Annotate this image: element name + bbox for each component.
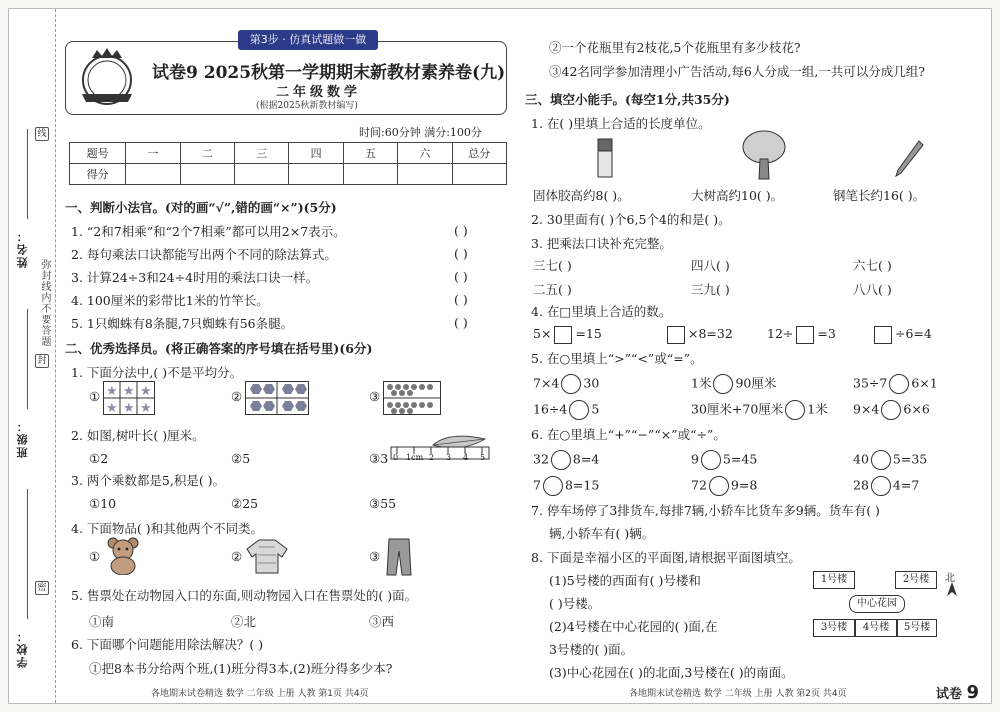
answer-box[interactable] [667, 326, 685, 344]
ruler-tick-label: 5 [480, 453, 486, 462]
expr-part: 5 [591, 401, 600, 417]
table-cell: 得分 [70, 164, 126, 185]
expr-part: 6×1 [911, 375, 938, 391]
exam-number-label: 试卷 [935, 687, 962, 702]
expr-part: 32 [533, 451, 549, 467]
seal-mark: 封 [35, 354, 49, 368]
section-1-title: 一、判断小法官。(对的画“√”,错的画“×”)(5分) [65, 200, 337, 215]
answer-circle[interactable] [569, 400, 589, 420]
expr-part: 72 [691, 477, 707, 493]
option-label: ③西 [369, 614, 395, 629]
option-label: ③ [369, 389, 381, 404]
exam-number-value: 9 [966, 682, 979, 703]
expr-part: 5× [533, 326, 552, 341]
svg-text:★: ★ [106, 384, 118, 399]
expr-part: 4=7 [892, 477, 920, 493]
operator-expr [853, 476, 919, 496]
question-text: 6. 在○里填上“+”“−”“×”或“÷”。 [531, 427, 726, 442]
building-2: 2号楼 [895, 571, 937, 589]
option-label: ③ [369, 549, 381, 564]
judge-item: 1. “2和7相乘”和“2个7相乘”都可以用2×7表示。 [71, 224, 346, 239]
option-label: ③55 [369, 496, 397, 511]
option-label: ③3 [369, 451, 389, 466]
table-cell: 题号 [70, 143, 126, 164]
expr-part: ÷6=4 [895, 326, 932, 341]
name-label: 姓名： [16, 229, 29, 268]
table-cell: 六 [398, 143, 452, 164]
fill-text: 三七( ) [533, 258, 572, 273]
question-text: 1. 在( )里填上合适的长度单位。 [531, 116, 711, 131]
operator-expr [853, 450, 927, 470]
expr-part: 12÷ [767, 326, 794, 341]
score-table-row [70, 164, 507, 185]
stars-grid-icon [103, 381, 155, 415]
score-input-cell[interactable] [126, 164, 180, 185]
expr-part: 30厘米+70厘米 [691, 401, 784, 417]
svg-text:★: ★ [106, 401, 118, 415]
score-input-cell[interactable] [180, 164, 234, 185]
teddy-bear-icon [103, 537, 143, 575]
expr-part: 16÷4 [533, 401, 568, 417]
fill-text: 二五( ) [533, 282, 572, 297]
question-text: 2. 如图,树叶长( )厘米。 [71, 428, 205, 443]
question-text: 3. 把乘法口诀补充完整。 [531, 236, 672, 251]
fill-text: (1)5号楼的西面有( )号楼和 [549, 573, 701, 588]
option-label: ② [231, 389, 243, 404]
compare-expr [533, 374, 599, 394]
question-text: 辆,小轿车有( )辆。 [549, 526, 655, 541]
dots-grid-icon [383, 381, 441, 415]
page-footer: 各地期末试卷精选 数学 二年级 上册 人教 第2页 共4页 [629, 689, 847, 699]
paper-sheet [8, 8, 992, 704]
section-2-title: 二、优秀选择员。(将正确答案的序号填在括号里)(6分) [65, 341, 373, 356]
answer-blank[interactable]: ( ) [454, 246, 468, 261]
compare-expr [691, 374, 776, 394]
question-text: 4. 在□里填上合适的数。 [531, 304, 672, 319]
fill-text: 固体胶高约8( )。 [533, 188, 630, 203]
compare-expr [853, 374, 938, 394]
page-footer: 各地期末试卷精选 数学 二年级 上册 人教 第1页 共4页 [151, 689, 369, 699]
svg-text:★: ★ [140, 401, 152, 415]
answer-circle[interactable] [713, 374, 733, 394]
central-garden: 中心花园 [849, 595, 905, 613]
building-5: 5号楼 [897, 619, 937, 637]
fill-text: 大树高约10( )。 [691, 188, 784, 203]
option-text: ①把8本书分给两个班,(1)班分得3本,(2)班分得多少本? [89, 661, 393, 676]
answer-circle[interactable] [709, 476, 729, 496]
exam-title: 试卷9 2025秋第一学期期末新教材素养卷(九) [152, 63, 506, 83]
option-label: ① [89, 549, 101, 564]
building-4: 4号楼 [855, 619, 897, 637]
option-label: ②25 [231, 496, 259, 511]
fill-text: 钢笔长约16( )。 [833, 188, 926, 203]
ruler-tick-label: 0 [393, 453, 399, 462]
score-input-cell[interactable] [343, 164, 397, 185]
hexagons-grid-icon [245, 381, 309, 415]
community-map [813, 571, 937, 639]
expr-part: 1米 [691, 375, 712, 391]
option-text: ②一个花瓶里有2枝花,5个花瓶里有多少枝花? [549, 40, 801, 55]
option-label: ② [231, 549, 243, 564]
right-column [519, 9, 989, 703]
expr-part: 8=15 [564, 477, 600, 493]
fill-text [664, 325, 733, 344]
fill-text: 四八( ) [691, 258, 730, 273]
compare-expr [691, 400, 828, 420]
answer-circle[interactable] [701, 450, 721, 470]
school-line [27, 489, 28, 619]
expr-part: 30 [583, 375, 600, 391]
option-label: ① [89, 389, 101, 404]
ruler-tick-label: 1cm [406, 453, 424, 462]
grade-subject: 二年级数学 [276, 85, 362, 100]
fill-text: (2)4号楼在中心花园的( )面,在 [549, 619, 718, 634]
answer-circle[interactable] [881, 400, 901, 420]
edition-note: (根据2025秋新教材编写) [256, 101, 358, 111]
option-label: ①10 [89, 496, 117, 511]
expr-part: 90厘米 [735, 375, 777, 391]
answer-circle[interactable] [889, 374, 909, 394]
question-text: 5. 售票处在动物园入口的东面,则动物园入口在售票处的( )面。 [71, 588, 418, 603]
expr-part: 9×4 [853, 401, 880, 417]
exam-header [65, 33, 507, 115]
score-input-cell[interactable] [452, 164, 506, 185]
answer-blank[interactable]: ( ) [454, 223, 468, 238]
svg-text:★: ★ [123, 401, 135, 415]
option-label: ②5 [231, 451, 251, 466]
fill-text: 三九( ) [691, 282, 730, 297]
north-label: 北 [945, 573, 955, 584]
school-label: 学校： [16, 629, 29, 668]
score-input-cell[interactable] [398, 164, 452, 185]
step-badge: 第3步 · 仿真试题做一做 [238, 30, 378, 50]
publisher-logo-icon [72, 48, 142, 108]
expr-part: 9=8 [730, 477, 758, 493]
table-cell: 五 [343, 143, 397, 164]
answer-blank[interactable]: ( ) [454, 315, 468, 330]
expr-part: =3 [817, 326, 836, 341]
table-cell: 总分 [452, 143, 506, 164]
answer-circle[interactable] [551, 450, 571, 470]
answer-circle[interactable] [561, 374, 581, 394]
judge-item: 4. 100厘米的彩带比1米的竹竿长。 [71, 293, 269, 308]
table-cell: 四 [289, 143, 343, 164]
expr-part: 1米 [807, 401, 828, 417]
operator-expr [691, 450, 757, 470]
option-text: ③42名同学参加清理小广告活动,每6人分成一组,一共可以分成几组? [549, 64, 926, 79]
north-arrow-icon [947, 582, 957, 596]
name-line [27, 129, 28, 219]
score-table-head [70, 143, 507, 164]
fill-text: (3)中心花园在( )的北面,3号楼在( )的南面。 [549, 665, 794, 680]
tree-icon [741, 129, 787, 181]
compare-expr [853, 400, 930, 420]
building-1: 1号楼 [813, 571, 855, 589]
fill-text [533, 325, 602, 344]
expr-part: 28 [853, 477, 869, 493]
question-text: 8. 下面是幸福小区的平面图,请根据平面图填空。 [531, 550, 801, 565]
question-text: 7. 停车场停了3排货车,每排7辆,小轿车比货车多9辆。货车有( ) [531, 503, 880, 518]
judge-item: 5. 1只蜘蛛有8条腿,7只蜘蛛有56条腿。 [71, 316, 294, 331]
fill-text: 八八( ) [853, 282, 892, 297]
pen-icon [893, 139, 925, 179]
ruler-tick-label: 3 [446, 453, 452, 462]
fill-text: ( )号楼。 [549, 596, 601, 611]
answer-box[interactable] [554, 326, 572, 344]
expr-part: 40 [853, 451, 869, 467]
leaf-ruler-icon [389, 427, 493, 467]
question-text: 6. 下面哪个问题能用除法解决？( ) [71, 637, 264, 652]
option-label: ②北 [231, 614, 257, 629]
section-3-title: 三、填空小能手。(每空1分,共35分) [525, 92, 730, 107]
left-column [59, 9, 507, 703]
expr-part: ×8=32 [688, 326, 733, 341]
fill-text: 六七( ) [853, 258, 892, 273]
judge-item: 2. 每句乘法口诀都能写出两个不同的除法算式。 [71, 247, 337, 262]
answer-box[interactable] [796, 326, 814, 344]
seal-mark: 线 [35, 127, 49, 141]
score-table [69, 142, 507, 185]
compare-expr [533, 400, 599, 420]
expr-part: 5=35 [892, 451, 928, 467]
operator-expr [691, 476, 757, 496]
question-text: 2. 30里面有( )个6,5个4的和是( )。 [531, 212, 731, 227]
question-text: 4. 下面物品( )和其他两个不同类。 [71, 521, 264, 536]
option-label: ①南 [89, 614, 115, 629]
fill-text: 3号楼的( )面。 [549, 642, 634, 657]
exam-number [936, 682, 979, 703]
answer-blank[interactable]: ( ) [454, 292, 468, 307]
question-text: 5. 在○里填上“>”“<”或“=”。 [531, 351, 703, 366]
time-score-info: 时间:60分钟 满分:100分 [359, 126, 482, 139]
expr-part: 9 [691, 451, 699, 467]
score-input-cell[interactable] [235, 164, 289, 185]
expr-part: 7 [533, 477, 541, 493]
operator-expr [533, 450, 599, 470]
answer-box[interactable] [874, 326, 892, 344]
table-cell: 一 [126, 143, 180, 164]
fill-text [767, 325, 836, 344]
judge-item: 3. 计算24÷3和24÷4时用的乘法口诀一样。 [71, 270, 319, 285]
answer-blank[interactable]: ( ) [454, 269, 468, 284]
class-line [27, 309, 28, 409]
glue-stick-icon [595, 137, 615, 179]
option-label: ①2 [89, 451, 109, 466]
trousers-icon [385, 537, 413, 577]
question-text: 3. 两个乘数都是5,积是( )。 [71, 473, 226, 488]
class-label: 班级： [16, 419, 29, 458]
expr-part: 35÷7 [853, 375, 888, 391]
operator-expr [533, 476, 599, 496]
ruler-tick-label: 2 [429, 453, 435, 462]
score-input-cell[interactable] [289, 164, 343, 185]
question-text: 1. 下面分法中,( )不是平均分。 [71, 365, 243, 380]
table-cell: 二 [180, 143, 234, 164]
answer-circle[interactable] [871, 450, 891, 470]
binding-strip [9, 9, 56, 703]
sweater-icon [245, 537, 289, 575]
fill-text [871, 325, 932, 344]
answer-circle[interactable] [871, 476, 891, 496]
svg-text:★: ★ [123, 384, 135, 399]
table-cell: 三 [235, 143, 289, 164]
expr-part: 7×4 [533, 375, 560, 391]
expr-part: =15 [575, 326, 602, 341]
expr-part: 6×6 [903, 401, 930, 417]
seal-mark: 密 [35, 581, 49, 595]
svg-text:★: ★ [140, 384, 152, 399]
expr-part: 8=4 [572, 451, 600, 467]
no-answer-warning: 弥封线内不要答题 [39, 259, 50, 347]
ruler-tick-label: 4 [463, 453, 469, 462]
expr-part: 5=45 [722, 451, 758, 467]
building-3: 3号楼 [813, 619, 855, 637]
answer-circle[interactable] [785, 400, 805, 420]
answer-circle[interactable] [543, 476, 563, 496]
